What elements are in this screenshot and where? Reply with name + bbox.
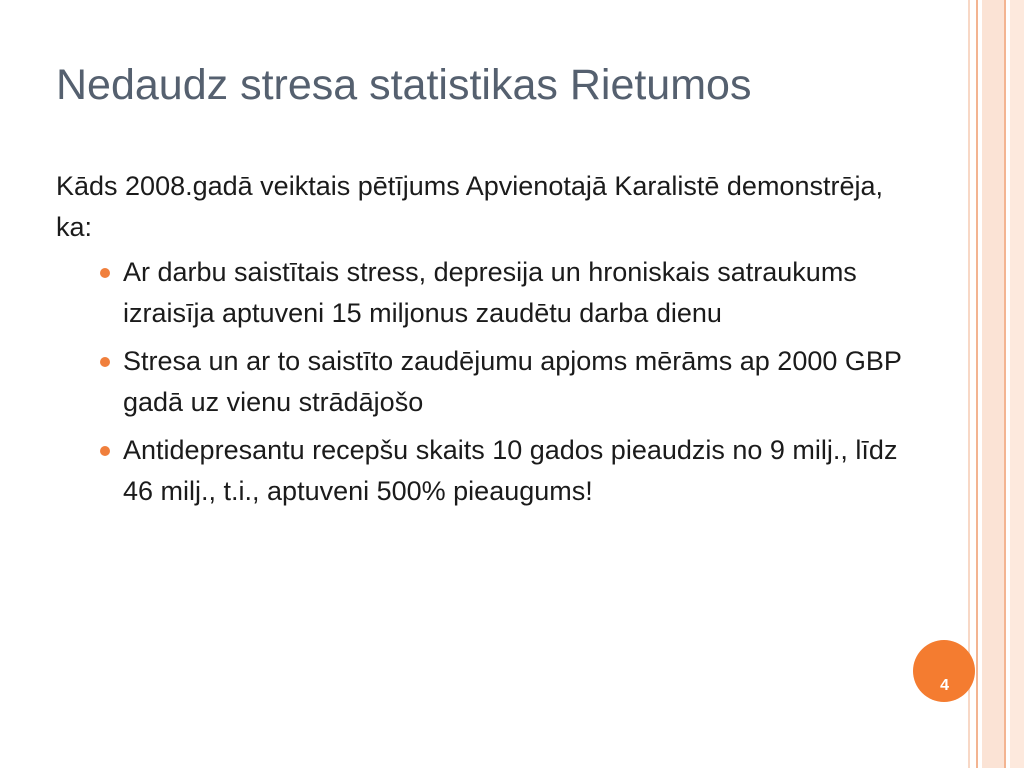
decorative-side-stripes: [968, 0, 1024, 768]
bullet-text: Stresa un ar to saistīto zaudējumu apjoms mērāms ap 2000 GBP gadā uz vienu strādājošo: [123, 346, 902, 417]
intro-text: Kāds 2008.gadā veiktais pētījums Apvienotajā Karalistē demonstrēja, ka:: [56, 171, 883, 242]
page-number-badge: [913, 640, 975, 702]
stripe: [1004, 0, 1006, 768]
bullet-dot-icon: [100, 446, 110, 456]
stripe: [1010, 0, 1024, 768]
bullet-text: Ar darbu saistītais stress, depresija un hroniskais satraukums izraisīja aptuveni 15 miljonus zaudētu darba dienu: [123, 257, 857, 328]
bullet-list: [56, 252, 926, 512]
bullet-text: Antidepresantu recepšu skaits 10 gados pieaudzis no 9 milj., līdz 46 milj., t.i., aptuveni 500% pieaugums!: [123, 435, 898, 506]
page-number: 4: [940, 677, 949, 694]
slide-body: [56, 166, 926, 519]
bullet-dot-icon: [100, 357, 110, 367]
stripe: [976, 0, 978, 768]
bullet-dot-icon: [100, 268, 110, 278]
bullet-item: [56, 430, 926, 512]
stripe: [982, 0, 1004, 768]
bullet-item: [56, 252, 926, 334]
slide-title: Nedaudz stresa statistikas Rietumos: [56, 61, 752, 109]
bullet-item: [56, 341, 926, 423]
